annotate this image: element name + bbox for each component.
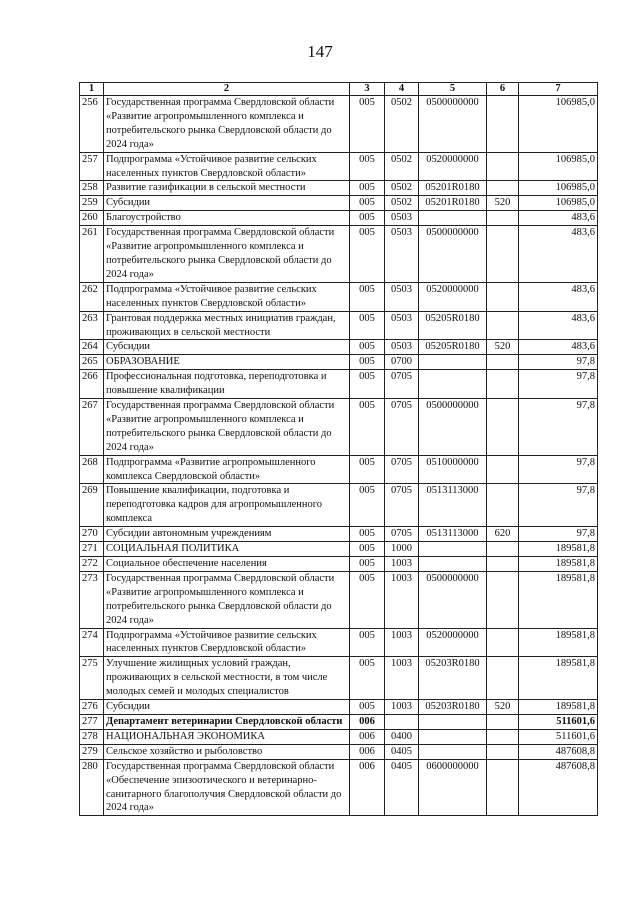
section-code-cell: 0405 xyxy=(385,759,419,816)
row-name-cell: Социальное обеспечение населения xyxy=(104,557,350,572)
section-code-cell: 0705 xyxy=(385,527,419,542)
admin-code-cell: 005 xyxy=(350,311,385,340)
table-row xyxy=(80,196,598,211)
section-code-cell: 0705 xyxy=(385,484,419,527)
row-name-cell: Подпрограмма «Устойчивое развитие сельских населенных пунктов Свердловской области» xyxy=(104,282,350,311)
expense-type-code-cell xyxy=(487,542,519,557)
section-code-cell: 0700 xyxy=(385,355,419,370)
target-article-code-cell: 05205R0180 xyxy=(419,311,487,340)
section-code-cell: 1000 xyxy=(385,542,419,557)
target-article-code-cell xyxy=(419,370,487,399)
admin-code-cell: 005 xyxy=(350,571,385,628)
table-row xyxy=(80,657,598,700)
section-code-cell: 0705 xyxy=(385,399,419,456)
section-code-cell: 1003 xyxy=(385,557,419,572)
row-name-cell: Субсидии xyxy=(104,196,350,211)
amount-cell: 189581,8 xyxy=(519,542,598,557)
admin-code-cell: 005 xyxy=(350,700,385,715)
section-code-cell: 0503 xyxy=(385,311,419,340)
row-number-cell: 280 xyxy=(80,759,104,816)
table-row xyxy=(80,455,598,484)
row-number-cell: 265 xyxy=(80,355,104,370)
admin-code-cell: 005 xyxy=(350,527,385,542)
row-number-cell: 269 xyxy=(80,484,104,527)
expense-type-code-cell xyxy=(487,96,519,153)
table-body xyxy=(80,96,598,816)
header-cell: 5 xyxy=(419,83,487,96)
target-article-code-cell: 05201R0180 xyxy=(419,181,487,196)
admin-code-cell: 006 xyxy=(350,759,385,816)
target-article-code-cell: 0520000000 xyxy=(419,282,487,311)
admin-code-cell: 005 xyxy=(350,455,385,484)
row-name-cell: Подпрограмма «Устойчивое развитие сельских населенных пунктов Свердловской области» xyxy=(104,628,350,657)
expense-type-code-cell: 620 xyxy=(487,527,519,542)
row-number-cell: 267 xyxy=(80,399,104,456)
target-article-code-cell: 0520000000 xyxy=(419,628,487,657)
row-number-cell: 261 xyxy=(80,226,104,283)
expense-type-code-cell xyxy=(487,399,519,456)
table-row xyxy=(80,484,598,527)
header-row xyxy=(80,83,598,96)
expense-type-code-cell xyxy=(487,557,519,572)
amount-cell: 189581,8 xyxy=(519,628,598,657)
amount-cell: 189581,8 xyxy=(519,571,598,628)
admin-code-cell: 005 xyxy=(350,657,385,700)
amount-cell: 106985,0 xyxy=(519,196,598,211)
admin-code-cell: 005 xyxy=(350,370,385,399)
table-row xyxy=(80,282,598,311)
section-code-cell: 0503 xyxy=(385,340,419,355)
amount-cell: 189581,8 xyxy=(519,557,598,572)
row-name-cell: Субсидии xyxy=(104,340,350,355)
amount-cell: 97,8 xyxy=(519,399,598,456)
target-article-code-cell: 0513113000 xyxy=(419,484,487,527)
row-name-cell: Благоустройство xyxy=(104,211,350,226)
row-number-cell: 259 xyxy=(80,196,104,211)
row-number-cell: 273 xyxy=(80,571,104,628)
row-number-cell: 271 xyxy=(80,542,104,557)
table-row xyxy=(80,571,598,628)
header-cell: 3 xyxy=(350,83,385,96)
amount-cell: 511601,6 xyxy=(519,714,598,729)
expense-type-code-cell xyxy=(487,744,519,759)
target-article-code-cell: 0500000000 xyxy=(419,399,487,456)
row-number-cell: 270 xyxy=(80,527,104,542)
header-cell: 2 xyxy=(104,83,350,96)
row-number-cell: 263 xyxy=(80,311,104,340)
row-name-cell: Государственная программа Свердловской области «Развитие агропромышленного комплекса и потребительского рынка Свердловской области до 2024 года» xyxy=(104,399,350,456)
expense-type-code-cell xyxy=(487,571,519,628)
expense-type-code-cell xyxy=(487,152,519,181)
amount-cell: 189581,8 xyxy=(519,700,598,715)
amount-cell: 97,8 xyxy=(519,355,598,370)
expense-type-code-cell xyxy=(487,226,519,283)
target-article-code-cell xyxy=(419,729,487,744)
row-name-cell: Подпрограмма «Устойчивое развитие сельских населенных пунктов Свердловской области» xyxy=(104,152,350,181)
admin-code-cell: 005 xyxy=(350,196,385,211)
target-article-code-cell: 0600000000 xyxy=(419,759,487,816)
row-name-cell: Государственная программа Свердловской области «Развитие агропромышленного комплекса и потребительского рынка Свердловской области до 2024 года» xyxy=(104,571,350,628)
target-article-code-cell: 0510000000 xyxy=(419,455,487,484)
header-cell: 6 xyxy=(487,83,519,96)
target-article-code-cell: 05203R0180 xyxy=(419,657,487,700)
expense-type-code-cell xyxy=(487,455,519,484)
amount-cell: 511601,6 xyxy=(519,729,598,744)
row-number-cell: 277 xyxy=(80,714,104,729)
admin-code-cell: 006 xyxy=(350,729,385,744)
admin-code-cell: 006 xyxy=(350,744,385,759)
row-number-cell: 279 xyxy=(80,744,104,759)
row-number-cell: 268 xyxy=(80,455,104,484)
admin-code-cell: 005 xyxy=(350,96,385,153)
row-name-cell: ОБРАЗОВАНИЕ xyxy=(104,355,350,370)
table-row xyxy=(80,152,598,181)
row-number-cell: 257 xyxy=(80,152,104,181)
table-row xyxy=(80,744,598,759)
expense-type-code-cell: 520 xyxy=(487,196,519,211)
expense-type-code-cell: 520 xyxy=(487,700,519,715)
amount-cell: 487608,8 xyxy=(519,744,598,759)
section-code-cell: 0705 xyxy=(385,370,419,399)
row-number-cell: 258 xyxy=(80,181,104,196)
section-code-cell: 0502 xyxy=(385,152,419,181)
section-code-cell: 1003 xyxy=(385,700,419,715)
row-number-cell: 266 xyxy=(80,370,104,399)
amount-cell: 106985,0 xyxy=(519,152,598,181)
target-article-code-cell: 0520000000 xyxy=(419,152,487,181)
table-row xyxy=(80,340,598,355)
admin-code-cell: 005 xyxy=(350,399,385,456)
row-number-cell: 276 xyxy=(80,700,104,715)
table-row xyxy=(80,729,598,744)
admin-code-cell: 005 xyxy=(350,628,385,657)
table-row xyxy=(80,370,598,399)
amount-cell: 106985,0 xyxy=(519,96,598,153)
section-code-cell: 0503 xyxy=(385,211,419,226)
section-code-cell: 0405 xyxy=(385,744,419,759)
row-name-cell: Профессиональная подготовка, переподготовка и повышение квалификации xyxy=(104,370,350,399)
table-row xyxy=(80,557,598,572)
section-code-cell: 1003 xyxy=(385,628,419,657)
table-row xyxy=(80,714,598,729)
row-name-cell: Субсидии xyxy=(104,700,350,715)
row-number-cell: 262 xyxy=(80,282,104,311)
row-number-cell: 264 xyxy=(80,340,104,355)
row-name-cell: Государственная программа Свердловской области «Развитие агропромышленного комплекса и потребительского рынка Свердловской области до 2024 года» xyxy=(104,226,350,283)
row-number-cell: 278 xyxy=(80,729,104,744)
amount-cell: 483,6 xyxy=(519,282,598,311)
admin-code-cell: 005 xyxy=(350,484,385,527)
target-article-code-cell xyxy=(419,744,487,759)
row-name-cell: Субсидии автономным учреждениям xyxy=(104,527,350,542)
header-cell: 1 xyxy=(80,83,104,96)
table-row xyxy=(80,527,598,542)
amount-cell: 97,8 xyxy=(519,527,598,542)
expense-type-code-cell xyxy=(487,181,519,196)
row-name-cell: Подпрограмма «Развитие агропромышленного комплекса Свердловской области» xyxy=(104,455,350,484)
section-code-cell: 0400 xyxy=(385,729,419,744)
expense-type-code-cell xyxy=(487,657,519,700)
expense-type-code-cell xyxy=(487,759,519,816)
target-article-code-cell: 0500000000 xyxy=(419,571,487,628)
admin-code-cell: 005 xyxy=(350,181,385,196)
table-row xyxy=(80,628,598,657)
row-name-cell: Улучшение жилищных условий граждан, проживающих в сельской местности, в том числе молодых семей и молодых специалистов xyxy=(104,657,350,700)
expense-type-code-cell xyxy=(487,355,519,370)
amount-cell: 483,6 xyxy=(519,340,598,355)
admin-code-cell: 005 xyxy=(350,211,385,226)
target-article-code-cell xyxy=(419,211,487,226)
target-article-code-cell xyxy=(419,557,487,572)
expense-type-code-cell xyxy=(487,484,519,527)
row-number-cell: 260 xyxy=(80,211,104,226)
row-name-cell: Департамент ветеринарии Свердловской области xyxy=(104,714,350,729)
expense-type-code-cell xyxy=(487,282,519,311)
expense-type-code-cell: 520 xyxy=(487,340,519,355)
row-name-cell: Развитие газификации в сельской местности xyxy=(104,181,350,196)
row-name-cell: СОЦИАЛЬНАЯ ПОЛИТИКА xyxy=(104,542,350,557)
table-row xyxy=(80,311,598,340)
table-row xyxy=(80,355,598,370)
row-name-cell: Государственная программа Свердловской области «Развитие агропромышленного комплекса и потребительского рынка Свердловской области до 2024 года» xyxy=(104,96,350,153)
target-article-code-cell xyxy=(419,542,487,557)
target-article-code-cell xyxy=(419,355,487,370)
table-row xyxy=(80,211,598,226)
page-number: 147 xyxy=(307,42,333,61)
row-name-cell: Грантовая поддержка местных инициатив граждан, проживающих в сельской местности xyxy=(104,311,350,340)
header-cell: 7 xyxy=(519,83,598,96)
table-row xyxy=(80,181,598,196)
section-code-cell xyxy=(385,714,419,729)
row-number-cell: 256 xyxy=(80,96,104,153)
table-row xyxy=(80,700,598,715)
admin-code-cell: 005 xyxy=(350,542,385,557)
amount-cell: 97,8 xyxy=(519,484,598,527)
section-code-cell: 1003 xyxy=(385,657,419,700)
row-name-cell: Повышение квалификации, подготовка и переподготовка кадров для агропромышленного комплекса xyxy=(104,484,350,527)
target-article-code-cell: 0500000000 xyxy=(419,96,487,153)
admin-code-cell: 005 xyxy=(350,355,385,370)
table-row xyxy=(80,759,598,816)
target-article-code-cell: 0513113000 xyxy=(419,527,487,542)
amount-cell: 106985,0 xyxy=(519,181,598,196)
expense-type-code-cell xyxy=(487,311,519,340)
section-code-cell: 0502 xyxy=(385,96,419,153)
row-number-cell: 275 xyxy=(80,657,104,700)
table-row xyxy=(80,399,598,456)
amount-cell: 483,6 xyxy=(519,226,598,283)
section-code-cell: 0503 xyxy=(385,282,419,311)
row-name-cell: Сельское хозяйство и рыболовство xyxy=(104,744,350,759)
section-code-cell: 1003 xyxy=(385,571,419,628)
expense-type-code-cell xyxy=(487,628,519,657)
amount-cell: 189581,8 xyxy=(519,657,598,700)
target-article-code-cell: 05205R0180 xyxy=(419,340,487,355)
table-row xyxy=(80,96,598,153)
admin-code-cell: 005 xyxy=(350,282,385,311)
admin-code-cell: 006 xyxy=(350,714,385,729)
table-row xyxy=(80,542,598,557)
admin-code-cell: 005 xyxy=(350,152,385,181)
amount-cell: 483,6 xyxy=(519,311,598,340)
amount-cell: 97,8 xyxy=(519,455,598,484)
expense-type-code-cell xyxy=(487,370,519,399)
section-code-cell: 0502 xyxy=(385,196,419,211)
row-number-cell: 272 xyxy=(80,557,104,572)
target-article-code-cell: 0500000000 xyxy=(419,226,487,283)
amount-cell: 483,6 xyxy=(519,211,598,226)
target-article-code-cell: 05201R0180 xyxy=(419,196,487,211)
admin-code-cell: 005 xyxy=(350,226,385,283)
row-number-cell: 274 xyxy=(80,628,104,657)
budget-table xyxy=(79,82,598,816)
row-name-cell: Государственная программа Свердловской области «Обеспечение эпизоотического и ветеринарно-санитарного благополучия Свердловской области до 2024 года» xyxy=(104,759,350,816)
target-article-code-cell xyxy=(419,714,487,729)
row-name-cell: НАЦИОНАЛЬНАЯ ЭКОНОМИКА xyxy=(104,729,350,744)
expense-type-code-cell xyxy=(487,714,519,729)
section-code-cell: 0705 xyxy=(385,455,419,484)
section-code-cell: 0503 xyxy=(385,226,419,283)
admin-code-cell: 005 xyxy=(350,557,385,572)
admin-code-cell: 005 xyxy=(350,340,385,355)
section-code-cell: 0502 xyxy=(385,181,419,196)
amount-cell: 487608,8 xyxy=(519,759,598,816)
expense-type-code-cell xyxy=(487,729,519,744)
amount-cell: 97,8 xyxy=(519,370,598,399)
expense-type-code-cell xyxy=(487,211,519,226)
header-cell: 4 xyxy=(385,83,419,96)
target-article-code-cell: 05203R0180 xyxy=(419,700,487,715)
table-row xyxy=(80,226,598,283)
